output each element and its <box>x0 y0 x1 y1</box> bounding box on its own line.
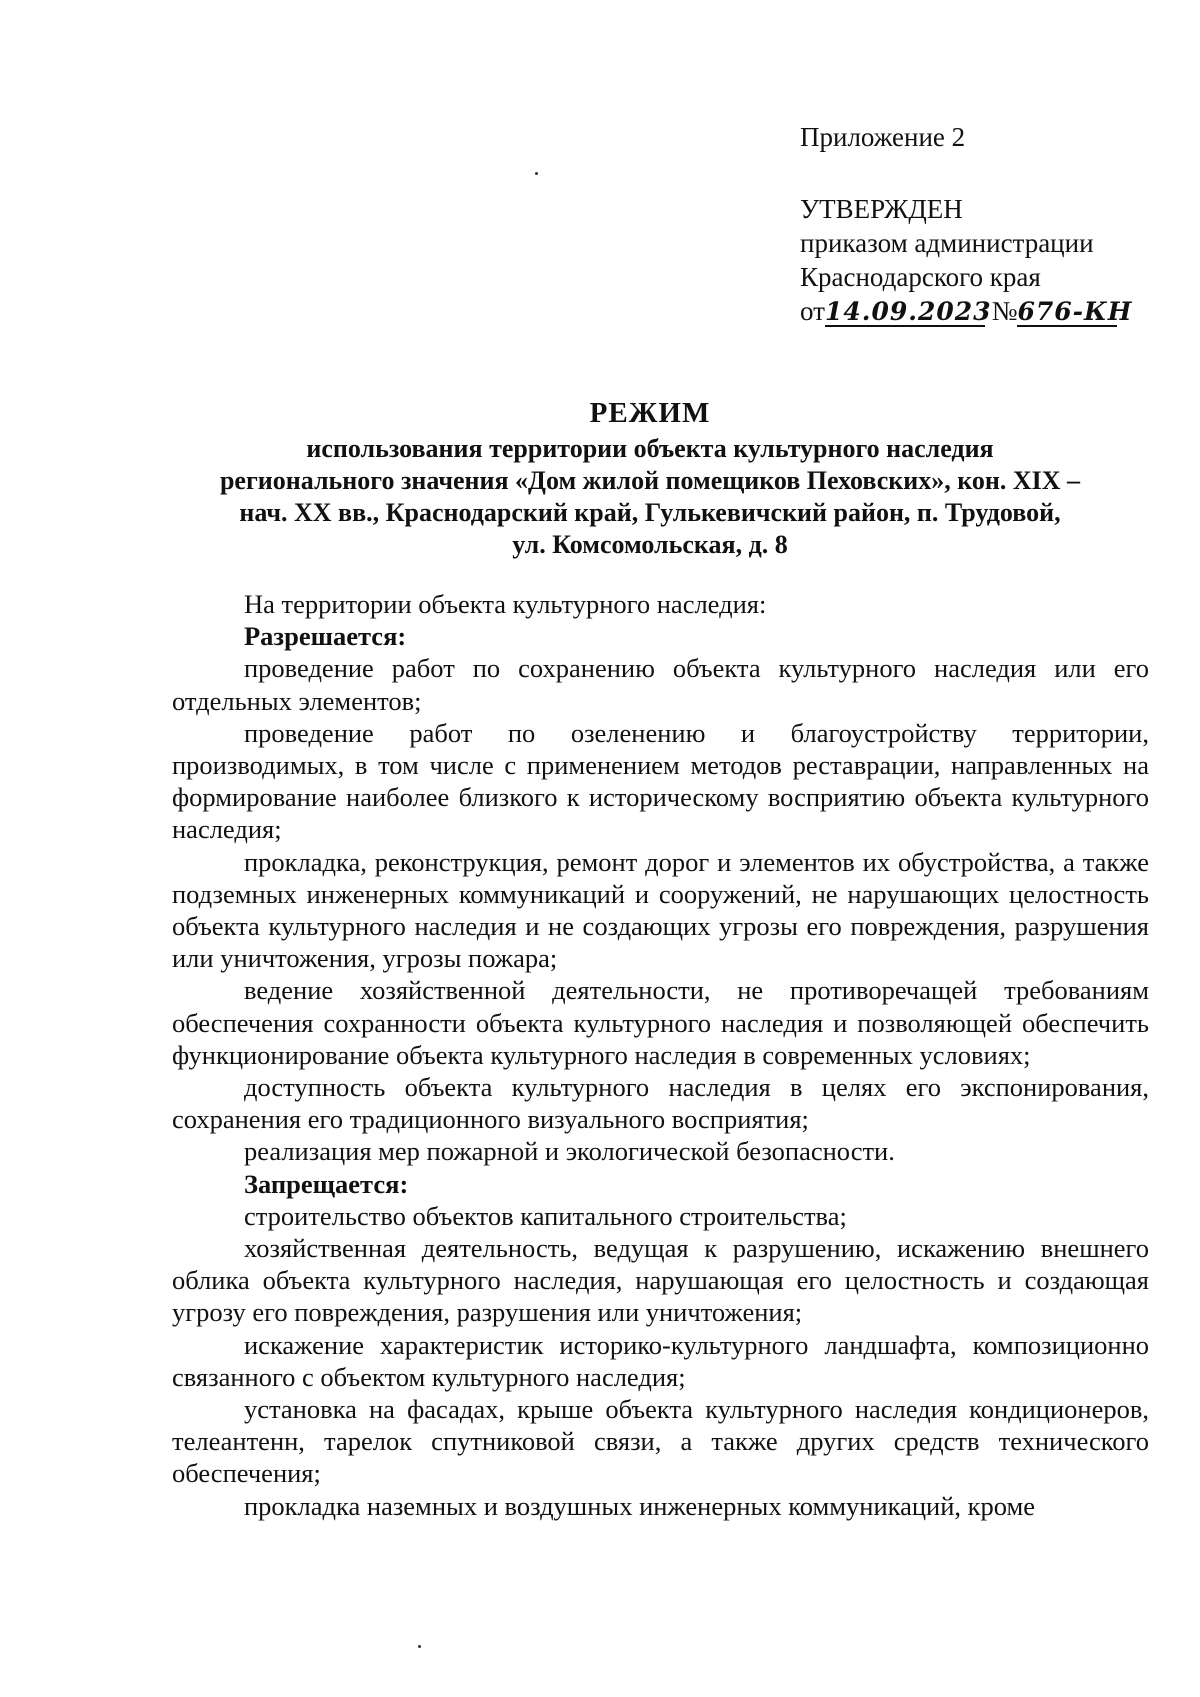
approval-date-number-row <box>800 294 1140 328</box>
title-subtitle-line: нач. XX вв., Краснодарский край, Гулькевичский район, п. Трудовой, <box>239 498 1061 527</box>
prohibited-item: строительство объектов капитального строительства; <box>244 1200 847 1231</box>
title-subtitle-line: регионального значения «Дом жилой помещиков Пеховских», кон. XIX – <box>219 466 1081 495</box>
prohibited-item: установка на фасадах, крыше объекта культурного наследия кондиционеров, телеантенн, тарелок спутниковой связи, а также других средств технического обеспечения; <box>172 1394 1149 1489</box>
prohibited-item: хозяйственная деятельность, ведущая к разрушению, искажению внешнего облика объекта культурного наследия, нарушающая его целостность и создающая угрозу его повреждения, разрушения или уничтожения; <box>172 1233 1149 1328</box>
title-subtitle-line: ул. Комсомольская, д. 8 <box>512 530 788 559</box>
prohibited-item: прокладка наземных и воздушных инженерных коммуникаций, кроме <box>244 1490 1036 1521</box>
allowed-item: проведение работ по озеленению и благоустройству территории, производимых, в том числе с применением методов реставрации, направленных на формирование наиболее близкого к историческому восприятию объекта культурного наследия; <box>172 717 1149 845</box>
title-subtitle <box>150 433 1150 561</box>
title-subtitle-line: использования территории объекта культурного наследия <box>306 434 994 463</box>
from-label: от <box>800 296 825 326</box>
prohibited-item: искажение характеристик историко-культурного ландшафта, композиционно связанного с объектом культурного наследия; <box>172 1329 1149 1392</box>
scan-speck <box>418 1645 421 1648</box>
title-main: РЕЖИМ <box>589 397 711 429</box>
prohibited-heading: Запрещается: <box>244 1168 409 1199</box>
document-body <box>172 588 1149 1522</box>
number-label: № <box>991 296 1018 326</box>
allowed-heading: Разрешается: <box>244 621 407 652</box>
allowed-item: прокладка, реконструкция, ремонт дорог и элементов их обустройства, а также подземных инженерных коммуникаций и сооружений, не нарушающих целостность объекта культурного наследия и не создающих угрозы его повреждения, разрушения или уничтожения, угрозы пожара; <box>172 846 1149 974</box>
allowed-item: доступность объекта культурного наследия в целях его экспонирования, сохранения его традиционного визуального восприятия; <box>172 1072 1149 1135</box>
approved-label: УТВЕРЖДЕН <box>800 194 963 224</box>
allowed-item: реализация мер пожарной и экологической безопасности. <box>244 1136 895 1167</box>
annex-label: Приложение 2 <box>800 122 966 152</box>
allowed-item: ведение хозяйственной деятельности, не противоречащей требованиям обеспечения сохранности объекта культурного наследия и позволяющей обеспечить функционирование объекта культурного наследия в современных условиях; <box>172 975 1149 1070</box>
document-title <box>150 395 1150 561</box>
approval-stamp-block <box>800 120 1140 328</box>
handwritten-number: 676-КН <box>1017 297 1133 326</box>
allowed-item: проведение работ по сохранению объекта культурного наследия или его отдельных элементов; <box>172 653 1149 716</box>
handwritten-date: 14.09.2023 <box>824 297 992 326</box>
approval-line-1: приказом администрации <box>800 228 1094 258</box>
approval-line-2: Краснодарского края <box>800 262 1041 292</box>
scan-speck <box>535 172 538 175</box>
intro-paragraph: На территории объекта культурного наследия: <box>244 589 767 619</box>
